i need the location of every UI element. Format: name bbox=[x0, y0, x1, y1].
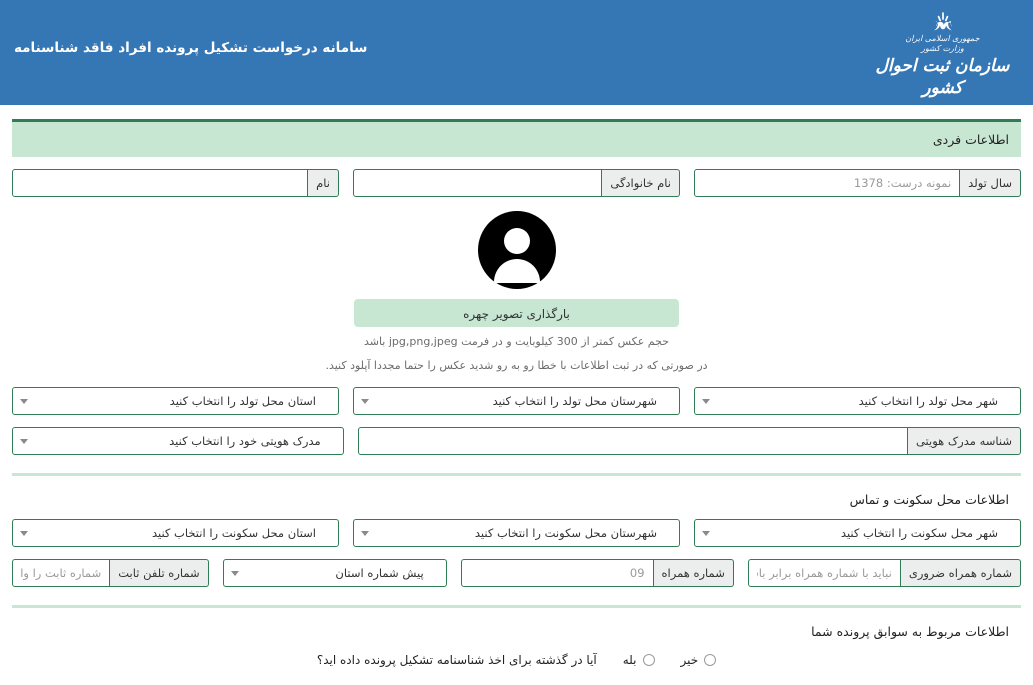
section-title-history: اطلاعات مربوط به سوابق پرونده شما bbox=[811, 624, 1009, 639]
field-group-area-code bbox=[223, 559, 447, 587]
row-name-fields bbox=[12, 169, 1021, 197]
emergency-mobile-input[interactable] bbox=[748, 559, 901, 587]
row-identity-document bbox=[12, 427, 1021, 455]
birth-city-select[interactable] bbox=[694, 387, 1021, 415]
birth-county-selected-value: شهرستان محل تولد را انتخاب کنید bbox=[492, 394, 657, 408]
id-doc-type-select[interactable] bbox=[12, 427, 344, 455]
page-title: سامانه درخواست تشکیل پرونده افراد فاقد شناسنامه bbox=[14, 40, 368, 56]
residence-province-select[interactable] bbox=[12, 519, 339, 547]
user-avatar-icon bbox=[478, 211, 556, 289]
organization-logo bbox=[870, 8, 1015, 98]
upload-help-line-2: در صورتی که در ثبت اطلاعات با خطا رو به رو شدید عکس را حتما مجددا آپلود کنید. bbox=[325, 359, 708, 372]
first-name-input[interactable] bbox=[12, 169, 308, 197]
upload-help-line-1: حجم عکس کمتر از 300 کیلوبایت و در فرمت jpg,png,jpeg باشد bbox=[363, 335, 670, 348]
landline-input[interactable] bbox=[12, 559, 110, 587]
chevron-down-icon bbox=[231, 571, 239, 576]
history-question-label: آیا در گذشته برای اخذ شناسنامه تشکیل پرونده داده اید؟ bbox=[316, 653, 597, 667]
birth-province-selected-value: استان محل تولد را انتخاب کنید bbox=[169, 394, 316, 408]
id-doc-number-label: شناسه مدرک هویتی bbox=[908, 427, 1021, 455]
avatar-head-shape bbox=[504, 228, 530, 254]
radio-no-label: خیر bbox=[680, 653, 699, 667]
birth-county-select[interactable] bbox=[353, 387, 680, 415]
id-doc-number-input[interactable] bbox=[358, 427, 908, 455]
field-group-birth-year bbox=[694, 169, 1021, 197]
face-photo-area bbox=[0, 211, 1033, 375]
first-name-label: نام bbox=[308, 169, 339, 197]
radio-option-yes[interactable] bbox=[623, 653, 655, 667]
field-group-first-name bbox=[12, 169, 339, 197]
residence-city-selected-value: شهر محل سکونت را انتخاب کنید bbox=[840, 526, 998, 540]
section-title-residence: اطلاعات محل سکونت و تماس bbox=[849, 492, 1009, 507]
mobile-label: شماره همراه bbox=[654, 559, 734, 587]
row-history-question bbox=[12, 653, 1021, 667]
radio-option-no[interactable] bbox=[681, 653, 717, 667]
birth-year-label: سال تولد bbox=[960, 169, 1021, 197]
field-group-birth-city bbox=[694, 387, 1021, 415]
section-header-residence bbox=[12, 473, 1021, 507]
logo-line-ministry: وزارت کشور bbox=[921, 44, 964, 53]
residence-county-select[interactable] bbox=[353, 519, 680, 547]
residence-city-select[interactable] bbox=[694, 519, 1021, 547]
area-code-selected-value: پیش شماره استان bbox=[335, 566, 424, 580]
landline-label: شماره تلفن ثابت bbox=[110, 559, 208, 587]
field-group-landline bbox=[12, 559, 209, 587]
last-name-label: نام خانوادگی bbox=[602, 169, 680, 197]
radio-yes-label: بله bbox=[622, 653, 637, 667]
id-doc-type-selected-value: مدرک هویتی خود را انتخاب کنید bbox=[169, 434, 321, 448]
radio-yes-icon[interactable] bbox=[643, 654, 655, 666]
birth-province-select[interactable] bbox=[12, 387, 339, 415]
field-group-id-doc-type bbox=[12, 427, 344, 455]
area-code-select[interactable] bbox=[223, 559, 447, 587]
section-title-personal: اطلاعات فردی bbox=[932, 132, 1009, 147]
birth-year-input[interactable] bbox=[694, 169, 960, 197]
form-page bbox=[0, 119, 1033, 667]
section-header-personal bbox=[12, 119, 1021, 157]
row-residence-location bbox=[12, 519, 1021, 547]
chevron-down-icon bbox=[702, 531, 710, 536]
field-group-last-name bbox=[353, 169, 680, 197]
iran-emblem-icon bbox=[930, 10, 956, 36]
field-group-birth-county bbox=[353, 387, 680, 415]
emergency-mobile-label: شماره همراه ضروری bbox=[901, 559, 1021, 587]
chevron-down-icon bbox=[20, 399, 28, 404]
field-group-res-county bbox=[353, 519, 680, 547]
field-group-emergency-mobile bbox=[748, 559, 1021, 587]
field-group-mobile bbox=[461, 559, 734, 587]
logo-line-republic: جمهوری اسلامی ایران bbox=[905, 34, 980, 43]
chevron-down-icon bbox=[20, 439, 28, 444]
field-group-id-doc-number bbox=[358, 427, 1021, 455]
mobile-input[interactable] bbox=[461, 559, 654, 587]
last-name-input[interactable] bbox=[353, 169, 602, 197]
section-header-history bbox=[12, 605, 1021, 639]
field-group-birth-province bbox=[12, 387, 339, 415]
field-group-res-city bbox=[694, 519, 1021, 547]
chevron-down-icon bbox=[361, 399, 369, 404]
row-birth-location bbox=[12, 387, 1021, 415]
residence-county-selected-value: شهرستان محل سکونت را انتخاب کنید bbox=[474, 526, 657, 540]
logo-line-organization: سازمان ثبت احوال کشور bbox=[875, 56, 1010, 98]
field-group-res-province bbox=[12, 519, 339, 547]
residence-province-selected-value: استان محل سکونت را انتخاب کنید bbox=[151, 526, 316, 540]
app-header bbox=[0, 0, 1033, 105]
chevron-down-icon bbox=[361, 531, 369, 536]
radio-no-icon[interactable] bbox=[704, 654, 716, 666]
birth-city-selected-value: شهر محل تولد را انتخاب کنید bbox=[858, 394, 998, 408]
chevron-down-icon bbox=[20, 531, 28, 536]
avatar-body-shape bbox=[494, 259, 540, 283]
row-contact-numbers bbox=[12, 559, 1021, 587]
chevron-down-icon bbox=[702, 399, 710, 404]
upload-face-image-button[interactable]: بارگذاری تصویر چهره bbox=[354, 299, 679, 327]
